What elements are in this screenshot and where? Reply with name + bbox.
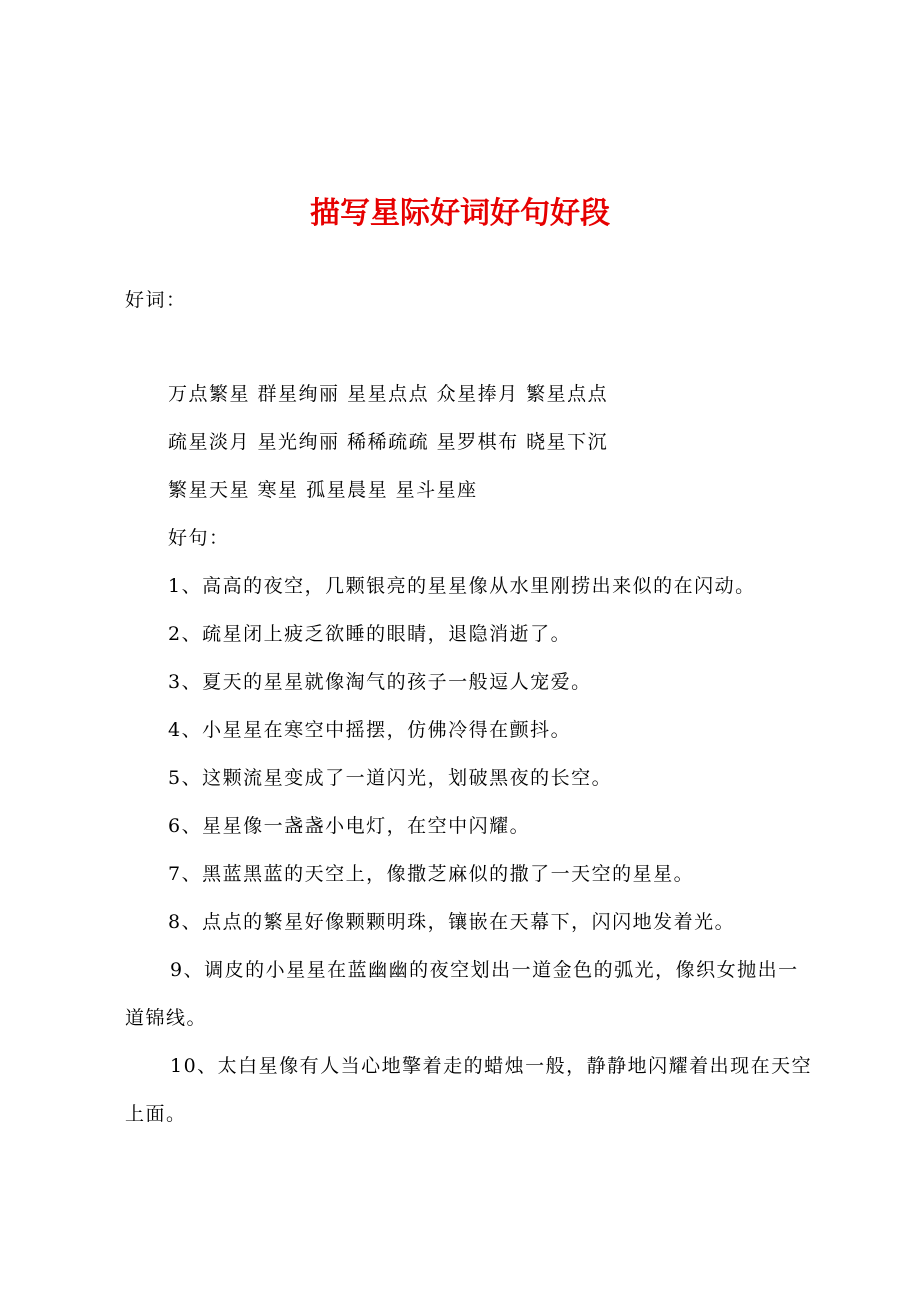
word-line-1: 万点繁星 群星绚丽 星星点点 众星捧月 繁星点点 (168, 383, 609, 405)
sentence-5: 5、这颗流星变成了一道闪光，划破黑夜的长空。 (168, 767, 613, 789)
word-line-3: 繁星天星 寒星 孤星晨星 星斗星座 (168, 479, 478, 501)
sentence-10: 10、太白星像有人当心地擎着走的蜡烛一般，静静地闪耀着出现在天空上面。 (125, 1055, 813, 1125)
sentence-9: 9、调皮的小星星在蓝幽幽的夜空划出一道金色的弧光，像织女抛出一道锦线。 (125, 959, 799, 1029)
sentence-4: 4、小星星在寒空中摇摆，仿佛冷得在颤抖。 (168, 719, 572, 741)
sentence-6: 6、星星像一盏盏小电灯，在空中闪耀。 (168, 815, 531, 837)
words-heading: 好词： (125, 289, 187, 311)
sentence-1: 1、高高的夜空，几颗银亮的星星像从水里刚捞出来似的在闪动。 (168, 575, 756, 597)
sentence-7: 7、黑蓝黑蓝的天空上，像撒芝麻似的撒了一天空的星星。 (168, 863, 695, 885)
sentences-heading: 好句： (168, 527, 230, 549)
sentence-3: 3、夏天的星星就像淘气的孩子一般逗人宠爱。 (168, 671, 592, 693)
document-title: 描写星际好词好句好段 (310, 196, 610, 231)
sentence-2: 2、疏星闭上疲乏欲睡的眼睛，退隐消逝了。 (168, 623, 572, 645)
word-line-2: 疏星淡月 星光绚丽 稀稀疏疏 星罗棋布 晓星下沉 (168, 431, 609, 453)
sentence-8: 8、点点的繁星好像颗颗明珠，镶嵌在天幕下，闪闪地发着光。 (168, 911, 736, 933)
